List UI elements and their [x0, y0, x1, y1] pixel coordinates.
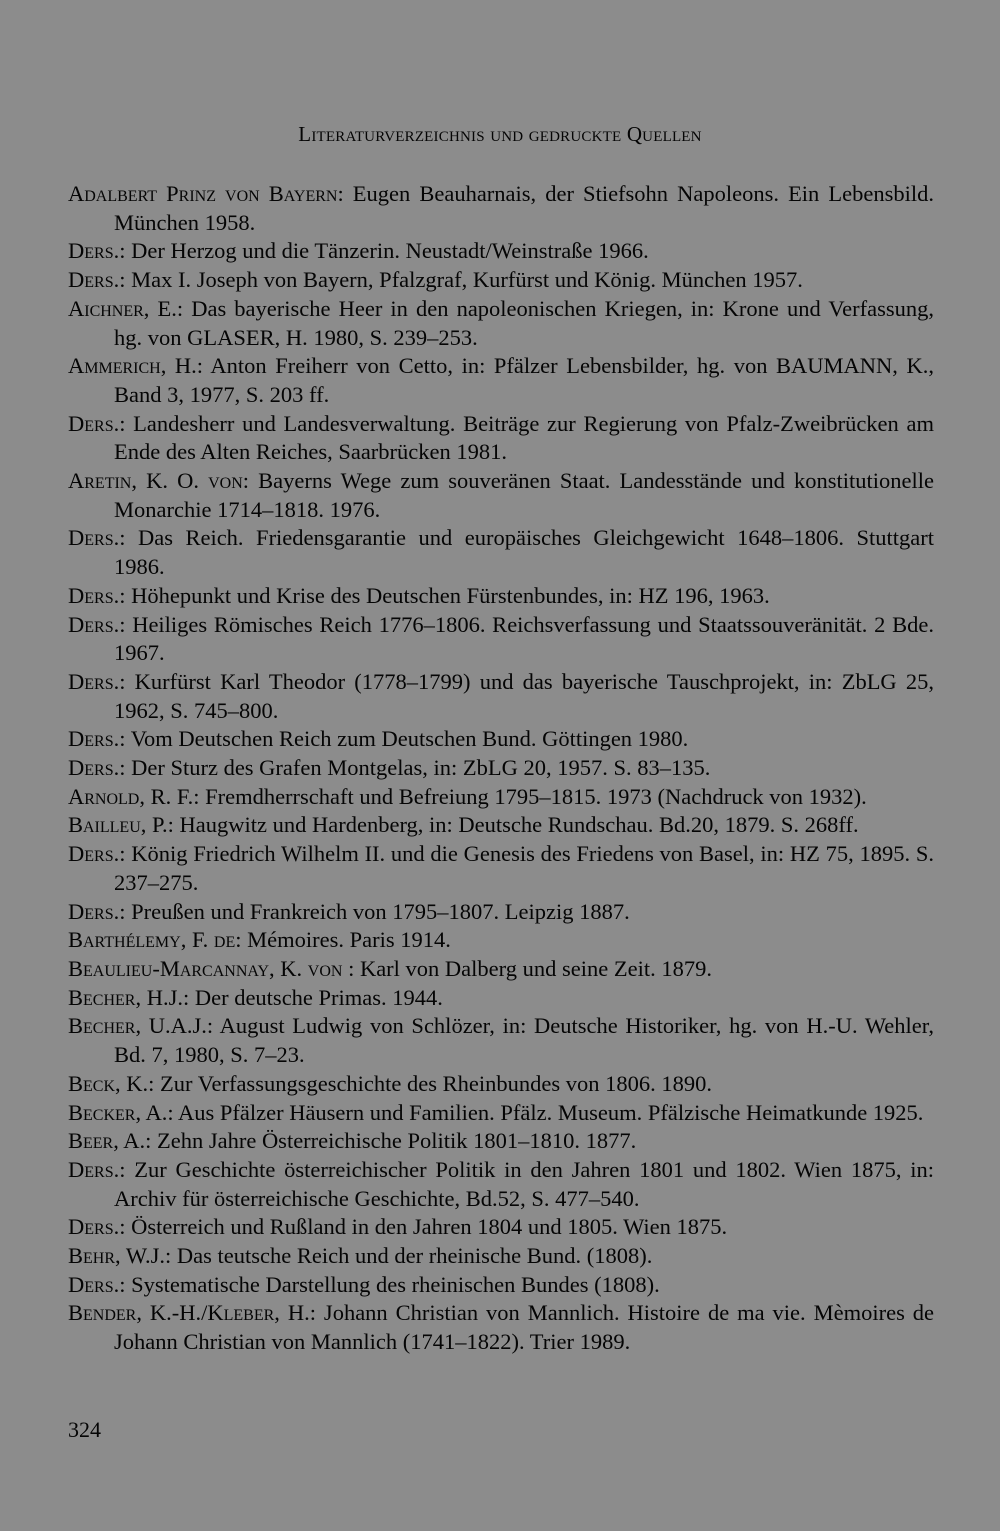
entry-author: Ders. [68, 726, 120, 752]
entry-text: : Der deutsche Primas. 1944. [182, 984, 443, 1010]
bibliography-entry [68, 1127, 934, 1156]
bibliography-entry [68, 668, 934, 725]
entry-author: Behr, W.J. [68, 1243, 166, 1269]
entry-text: : Zehn Jahre Österreichische Politik 1801–1810. 1877. [145, 1128, 637, 1154]
entry-text: : Der Herzog und die Tänzerin. Neustadt/Weinstraße 1966. [119, 238, 649, 264]
entry-text: : Bayerns Wege zum souveränen Staat. Landesstände und konstitutionelle Monarchie 1714–1818. 1976. [114, 468, 934, 522]
entry-text: : Zur Verfassungsgeschichte des Rheinbundes von 1806. 1890. [148, 1070, 713, 1096]
entry-text: : Zur Geschichte österreichischer Politik in den Jahren 1801 und 1802. Wien 1875, in: Archiv für österreichische Geschichte, Bd.52, S. 477–540. [114, 1156, 934, 1211]
entry-text: : Kurfürst Karl Theodor (1778–1799) und das bayerische Tauschprojekt, in: ZbLG 25, 1962, S. 745–800. [114, 668, 934, 723]
bibliography-entry [68, 955, 934, 984]
bibliography-entry [68, 754, 934, 783]
entry-text: : Das bayerische Heer in den napoleonischen Kriegen, in: Krone und Verfassung, hg. von GLASER, H. 1980, S. 239–253. [114, 295, 934, 350]
entry-author: Ders. [68, 1271, 120, 1297]
page-number: 324 [68, 1417, 101, 1442]
bibliography-entry [68, 840, 934, 897]
entry-author: Ders. [68, 238, 120, 264]
entry-author: Becher, U.A.J. [68, 1013, 207, 1039]
bibliography-entry [68, 1070, 934, 1099]
entry-author: Beaulieu-Marcannay, K. von [68, 955, 343, 981]
entry-author: Ders. [68, 582, 120, 608]
bibliography-entry [68, 410, 934, 467]
entry-author: Barthélemy, F. de [68, 927, 236, 953]
entry-text: : Systematische Darstellung des rheinischen Bundes (1808). [119, 1271, 660, 1297]
entry-author: Bailleu, P. [68, 812, 168, 838]
entry-author: Becher, H.J. [68, 984, 183, 1010]
bibliography-entry [68, 984, 934, 1013]
entry-text: : Haugwitz und Hardenberg, in: Deutsche Rundschau. Bd.20, 1879. S. 268ff. [167, 812, 859, 838]
entry-author: Ders. [68, 1214, 120, 1240]
page-title: Literaturverzeichnis und gedruckte Quellen [298, 122, 702, 146]
entry-text: : Landesherr und Landesverwaltung. Beiträge zur Regierung von Pfalz-Zweibrücken am Ende des Alten Reiches, Saarbrücken 1981. [114, 410, 934, 465]
entry-author: Ders. [68, 755, 120, 781]
entry-text: : Das Reich. Friedensgarantie und europäisches Gleichgewicht 1648–1806. Stuttgart 1986. [114, 525, 934, 580]
entry-author: Ders. [68, 267, 120, 293]
entry-author: Aichner, E. [68, 295, 177, 321]
bibliography-list [68, 180, 934, 1357]
entry-text: : Der Sturz des Grafen Montgelas, in: ZbLG 20, 1957. S. 83–135. [119, 755, 711, 781]
entry-author: Bender, K.-H./Kleber, H. [68, 1300, 310, 1326]
entry-author: Ders. [68, 1156, 120, 1182]
bibliography-entry [68, 811, 934, 840]
entry-text: : August Ludwig von Schlözer, in: Deutsche Historiker, hg. von H.-U. Wehler, Bd. 7, 1980, S. 7–23. [114, 1013, 934, 1068]
bibliography-entry [68, 180, 934, 237]
entry-text: : Karl von Dalberg und seine Zeit. 1879. [342, 955, 712, 981]
bibliography-entry [68, 352, 934, 409]
entry-author: Ders. [68, 841, 120, 867]
bibliography-entry [68, 524, 934, 581]
bibliography-entry [68, 611, 934, 668]
entry-text: : Österreich und Rußland in den Jahren 1804 und 1805. Wien 1875. [119, 1214, 728, 1240]
bibliography-entry [68, 1012, 934, 1069]
entry-text: : Eugen Beauharnais, der Stiefsohn Napoleons. Ein Lebensbild. München 1958. [114, 181, 934, 235]
entry-text: : Aus Pfälzer Häusern und Familien. Pfälz. Museum. Pfälzische Heimatkunde 1925. [167, 1099, 924, 1125]
entry-text: : Vom Deutschen Reich zum Deutschen Bund. Göttingen 1980. [119, 726, 689, 752]
bibliography-entry [68, 725, 934, 754]
bibliography-entry [68, 1156, 934, 1213]
entry-author: Beer, A. [68, 1128, 146, 1154]
entry-author: Ders. [68, 525, 120, 551]
bibliography-entry [68, 1213, 934, 1242]
bibliography-entry [68, 237, 934, 266]
entry-text: : König Friedrich Wilhelm II. und die Genesis des Friedens von Basel, in: HZ 75, 1895. S. 237–275. [114, 841, 934, 895]
entry-text: : Johann Christian von Mannlich. Histoire de ma vie. Mèmoires de Johann Christian von Mannlich (1741–1822). Trier 1989. [114, 1300, 935, 1355]
bibliography-entry [68, 926, 934, 955]
bibliography-entry [68, 295, 934, 352]
bibliography-entry [68, 898, 934, 927]
entry-author: Adalbert Prinz von Bayern [68, 181, 338, 206]
bibliography-entry [68, 1271, 934, 1300]
entry-text: : Fremdherrschaft und Befreiung 1795–1815. 1973 (Nachdruck von 1932). [193, 783, 867, 809]
entry-text: : Mémoires. Paris 1914. [235, 927, 451, 953]
entry-author: Ders. [68, 410, 120, 436]
entry-text: : Max I. Joseph von Bayern, Pfalzgraf, Kurfürst und König. München 1957. [119, 267, 803, 293]
entry-text: : Heiliges Römisches Reich 1776–1806. Reichsverfassung und Staatssouveränität. 2 Bde. 1967. [114, 611, 934, 666]
entry-author: Becker, A. [68, 1099, 168, 1125]
bibliography-entry [68, 783, 934, 812]
entry-author: Arnold, R. F. [68, 783, 194, 809]
entry-author: Ders. [68, 611, 120, 637]
entry-text: : Höhepunkt und Krise des Deutschen Fürstenbundes, in: HZ 196, 1963. [119, 582, 770, 608]
entry-author: Aretin, K. O. von [68, 468, 243, 494]
bibliography-entry [68, 266, 934, 295]
entry-text: : Anton Freiherr von Cetto, in: Pfälzer Lebensbilder, hg. von BAUMANN, K., Band 3, 1977, S. 203 ff. [114, 353, 935, 407]
entry-author: Ammerich, H. [68, 353, 197, 379]
bibliography-entry [68, 582, 934, 611]
entry-author: Ders. [68, 898, 120, 924]
entry-text: : Das teutsche Reich und der rheinische Bund. (1808). [165, 1243, 653, 1269]
bibliography-entry [68, 467, 934, 524]
bibliography-entry [68, 1242, 934, 1271]
entry-author: Ders. [68, 668, 120, 694]
bibliography-entry [68, 1299, 934, 1356]
entry-author: Beck, K. [68, 1070, 149, 1096]
bibliography-entry [68, 1099, 934, 1128]
entry-text: : Preußen und Frankreich von 1795–1807. Leipzig 1887. [119, 898, 630, 924]
